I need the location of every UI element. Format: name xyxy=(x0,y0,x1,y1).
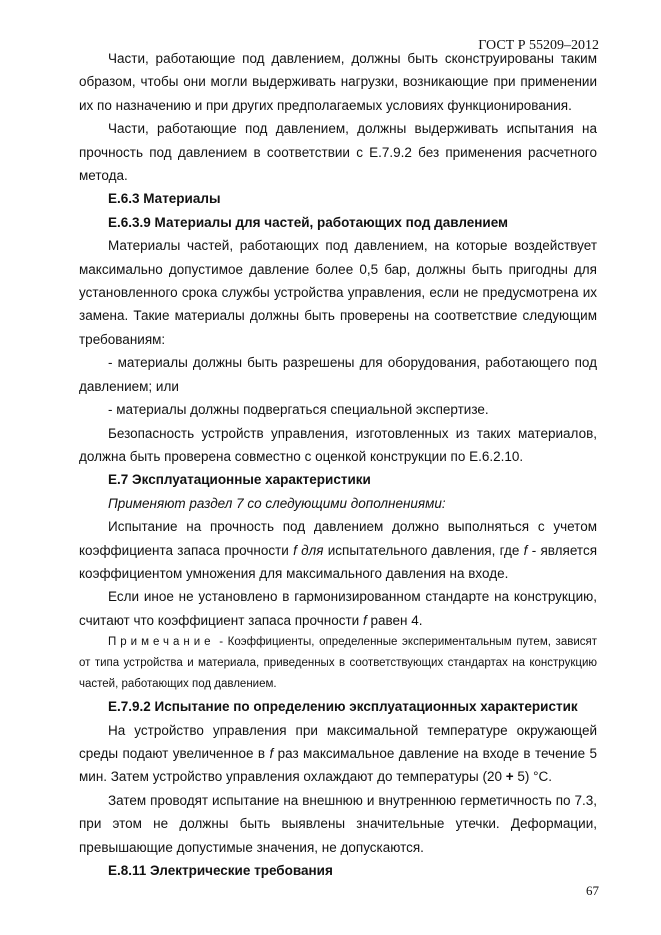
list-item-expertise: - материалы должны подвергаться специальной экспертизе. xyxy=(108,402,489,418)
heading-e8-11: Е.8.11 Электрические требования xyxy=(108,863,333,878)
paragraph-performance-test: На устройство управления при максимальной температуре окружающей среды подают увеличенное в f раз максимальное давление на входе в течение 5 мин. Затем устройство управления охлаждают до температуры (20 + 5) °С. xyxy=(79,722,597,785)
paragraph-materials: Материалы частей, работающих под давлением, на которые воздействует максимально допустимое давление более 0,5 бар, должны быть пригодны для установленного срока службы устройства управления, если не предусмотрена их замена. Такие материалы должны быть проверены на соответствие следующим требованиям: xyxy=(79,238,597,347)
heading-e6-3: Е.6.3 Материалы xyxy=(108,191,221,207)
paragraph-pressure-test: Части, работающие под давлением, должны выдерживать испытания на прочность под давлением в соответствии с Е.7.9.2 без применения расчетного метода. xyxy=(79,121,597,184)
heading-e6-3-9: Е.6.3.9 Материалы для частей, работающих под давлением xyxy=(108,214,509,230)
heading-e7: Е.7 Эксплуатационные характеристики xyxy=(108,472,371,488)
paragraph-pressure-parts-design: Части, работающие под давлением, должны быть сконструированы таким образом, чтобы они могли выдерживать нагрузки, возникающие при применении их по назначению и при других предполагаемых условиях функционирования. xyxy=(79,51,597,113)
page-number: 67 xyxy=(586,883,599,898)
paragraph-safety: Безопасность устройств управления, изготовленных из таких материалов, должна быть проверена совместно с оценкой конструкции по Е.6.2.10. xyxy=(79,425,597,464)
standard-number: ГОСТ Р 55209–2012 xyxy=(478,38,599,53)
list-item-approved-materials: - материалы должны быть разрешены для оборудования, работающего под давлением; или xyxy=(79,355,597,394)
note xyxy=(79,632,597,695)
paragraph-safety-factor: Испытание на прочность под давлением должно выполняться с учетом коэффициента запаса прочности f для испытательного давления, где f - является коэффициентом умножения для максимального давления на входе. xyxy=(79,519,598,581)
heading-e7-9-2: Е.7.9.2 Испытание по определению эксплуатационных характеристик xyxy=(108,699,578,715)
note-label: Примечание xyxy=(108,636,215,649)
page-content xyxy=(79,47,597,882)
paragraph-apply-section: Применяют раздел 7 со следующими дополнениями: xyxy=(108,495,446,511)
paragraph-factor-value: Если иное не установлено в гармонизированном стандарте на конструкцию, считают что коэффициент запаса прочности f равен 4. xyxy=(79,589,597,628)
paragraph-tightness-test: Затем проводят испытание на внешнюю и внутреннюю герметичность по 7.3, при этом не должны быть выявлены значительные утечки. Деформации, превышающие допустимые значения, не допускаются. xyxy=(79,792,597,855)
note-text: - Коэффициенты, определенные экспериментальным путем, зависят от типа устройства и материала, приведенных в соответствующих стандартах на конструкцию частей, работающих под давлением. xyxy=(79,636,597,691)
